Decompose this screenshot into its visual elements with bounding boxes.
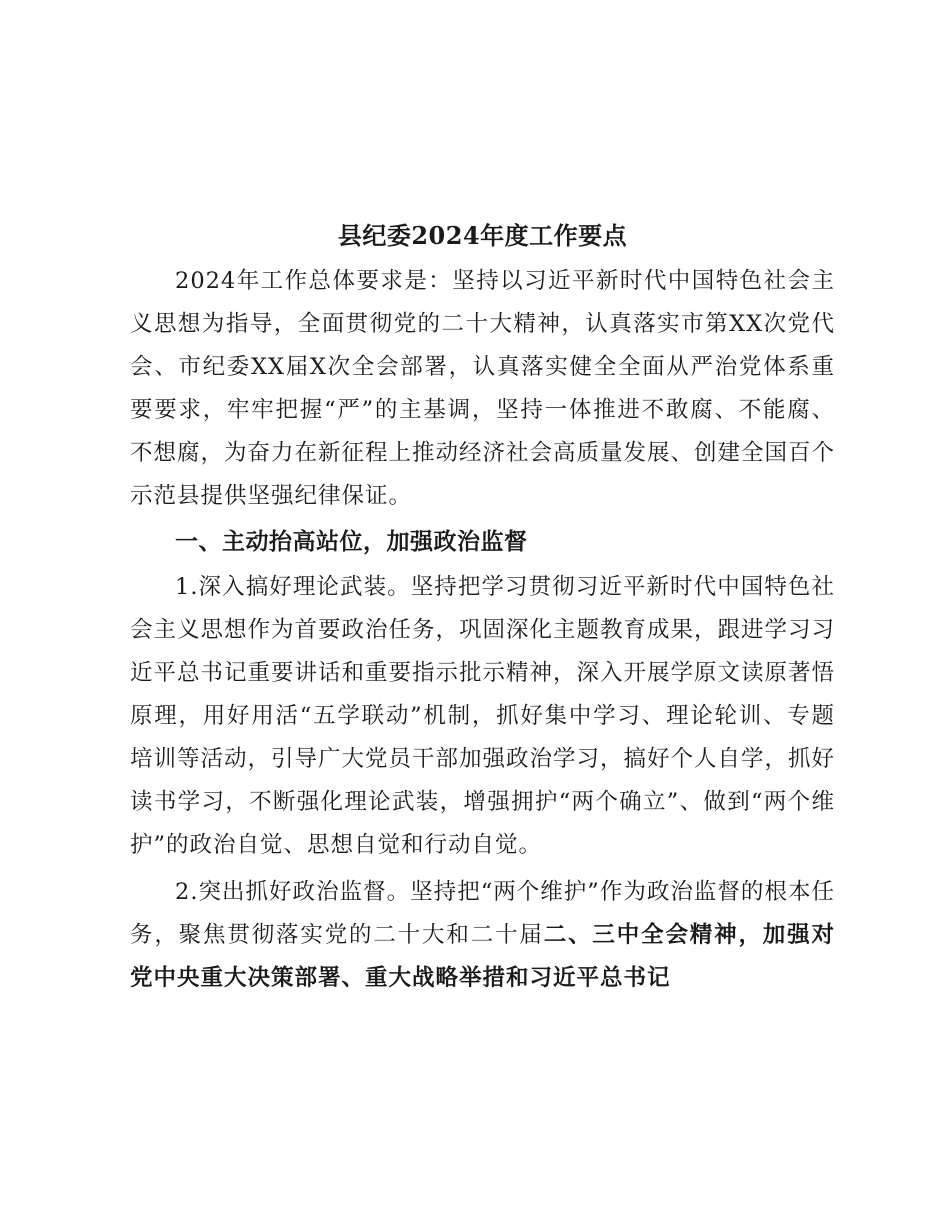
document-title: 县纪委2024年度工作要点 bbox=[337, 221, 628, 250]
item-2-text: 2.突出抓好政治监督。坚持把“两个维护”作为政治监督的根本任务，聚焦贯彻落实党的二十大和二十届 bbox=[130, 879, 835, 948]
item-2-bold-text: 二、三中全会精神，加强对党中央重大决策部署、重大战略举措和习近平总书记 bbox=[130, 922, 835, 991]
intro-paragraph: 2024年工作总体要求是：坚持以习近平新时代中国特色社会主义思想为指导，全面贯彻党的二十大精神，认真落实市第XX次党代会、市纪委XX届X次全会部署，认真落实健全全面从严治党体系重要要求，牢牢把握“严”的主基调，坚持一体推进不敢腐、不能腐、不想腐，为奋力在新征程上推动经济社会高质量发展、创建全国百个示范县提供坚强纪律保证。 bbox=[130, 268, 836, 509]
document-body bbox=[130, 212, 835, 1000]
item-1-paragraph: 1.深入搞好理论武装。坚持把学习贯彻习近平新时代中国特色社会主义思想作为首要政治任务，巩固深化主题教育成果，跟进学习习近平总书记重要讲话和重要指示批示精神，深入开展学原文读原著悟原理，用好用活“五学联动”机制，抓好集中学习、理论轮训、专题培训等活动，引导广大党员干部加强政治学习，搞好个人自学，抓好读书学习，不断强化理论武装，增强拥护“两个确立”、做到“两个维护”的政治自觉、思想自觉和行动自觉。 bbox=[130, 574, 836, 858]
section-heading-1: 一、主动抬高站位，加强政治监督 bbox=[175, 529, 528, 555]
item-2-paragraph bbox=[130, 871, 835, 1000]
